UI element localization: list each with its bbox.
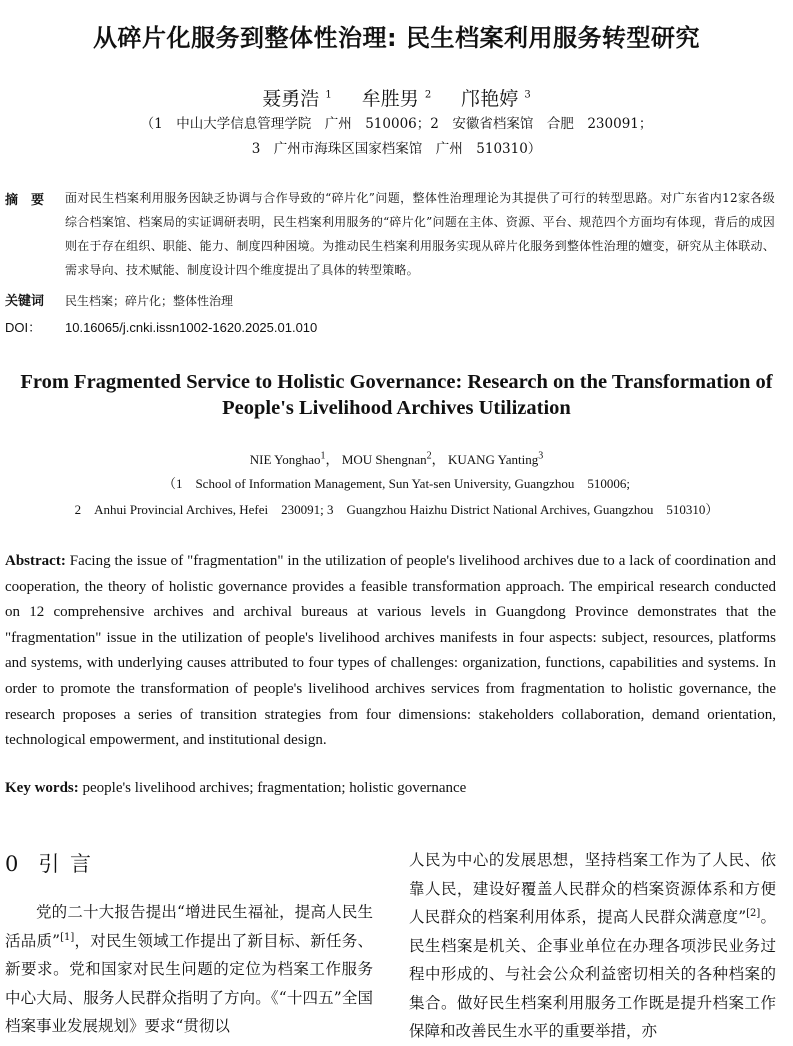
body-paragraph-left: 党的二十大报告提出“增进民生福祉，提高人民生活品质”[1]，对民生领域工作提出了新目标、新任务、新要求。党和国家对民生问题的定位为档案工作服务中心大局、服务人民群众指明了方向。《“十四五”全国档案事业发展规划》要求“贯彻以 bbox=[5, 903, 373, 1035]
chinese-affiliation-line-2: 3 广州市海珠区国家档案馆 广州 510310） bbox=[251, 141, 542, 157]
english-affiliation-line-2: 2 Anhui Provincial Archives, Hefei 230091; 3 Guangzhou Haizhu District National Archives, Guangzhou 510310） bbox=[74, 502, 719, 517]
doi-label: DOI： bbox=[5, 320, 42, 335]
english-abstract-text: Facing the issue of "fragmentation" in the utilization of people's livelihood archives due to a lack of coordination and cooperation, the theory of holistic governance provides a feasible transformation approach. The empirical research conducted on 12 comprehensive archives and archival bureaus at various levels in Guangdong Province demonstrates that the "fragmentation" issue in the utilization of people's livelihood archives manifests in four aspects: subject, resources, platforms and systems, with underlying causes attributed to four types of challenges: organization, functions, capabilities and systems. In order to promote the transformation of people's livelihood archives services from fragmentation to holistic governance, the research proposes a series of transition strategies from four dimensions: stakeholders collaboration, demand orientation, technological empowerment, and institutional design. bbox=[5, 553, 777, 749]
english-abstract bbox=[5, 549, 776, 754]
citation-2[interactable]: [2] bbox=[746, 907, 761, 919]
english-keywords-text: people's livelihood archives; fragmentation; holistic governance bbox=[82, 780, 467, 796]
chinese-keywords bbox=[5, 290, 233, 309]
chinese-abstract-label: 摘 要 bbox=[5, 193, 45, 208]
doi bbox=[5, 317, 317, 336]
chinese-affiliation-line-1: （1 中山大学信息管理学院 广州 510006；2 安徽省档案馆 合肥 230091； bbox=[140, 116, 653, 132]
english-affiliation-line-1: （1 School of Information Management, Sun Yat-sen University, Guangzhou 510006; bbox=[162, 476, 631, 491]
english-title: From Fragmented Service to Holistic Governance: Research on the Transformation of People's Livelihood Archives Utilization bbox=[20, 371, 773, 419]
section-title: 引 言 bbox=[38, 852, 94, 876]
section-heading bbox=[5, 848, 93, 878]
chinese-keywords-label: 关键词 bbox=[5, 294, 45, 309]
english-authors: NIE Yonghao$^1$， MOU Shengnan$^2$， KUANG Yanting$^3$ bbox=[249, 450, 544, 467]
author-2: 牟胜男 $^2$ bbox=[361, 88, 432, 110]
chinese-abstract: 面对民生档案利用服务因缺乏协调与合作导致的“碎片化”问题，整体性治理理论为其提供了可行的转型思路。对广东省内12家各级综合档案馆、档案局的实证调研表明，民生档案利用服务的“碎片化”问题在主体、资源、平台、规范四个方面均有体现，背后的成因则在于存在组织、职能、能力、制度四种困境。为推动民生档案利用服务实现从碎片化服务到整体性治理的嬗变，研究从主体联动、需求导向、技术赋能、制度设计四个维度提出了具体的转型策略。 bbox=[65, 191, 775, 277]
citation-1[interactable]: [1] bbox=[60, 931, 75, 943]
english-keywords-label: Key words: bbox=[5, 780, 79, 796]
doi-value[interactable]: 10.16065/j.cnki.issn1002-1620.2025.01.010 bbox=[65, 320, 318, 335]
english-abstract-label: Abstract: bbox=[5, 553, 66, 569]
section-number: 0 bbox=[5, 852, 21, 876]
chinese-authors bbox=[0, 84, 793, 111]
chinese-title: 从碎片化服务到整体性治理: 民生档案利用服务转型研究 bbox=[93, 24, 700, 52]
author-1: 聂勇浩 $^1$ bbox=[262, 88, 332, 110]
english-keywords bbox=[5, 780, 466, 797]
author-3: 邝艳婷 $^3$ bbox=[461, 88, 531, 110]
body-paragraph-right: 人民为中心的发展思想，坚持档案工作为了人民、依靠人民，建设好覆盖人民群众的档案资源体系和方便人民群众的档案利用体系，提高人民群众满意度”[2]。民生档案是机关、企事业单位在办理各项涉民业务过程中形成的、与社会公众利益密切相关的各种档案的集合。做好民生档案利用服务工作既是提升档案工作保障和改善民生水平的重要举措，亦 bbox=[409, 851, 776, 1040]
chinese-keywords-text: 民生档案；碎片化；整体性治理 bbox=[65, 294, 234, 308]
